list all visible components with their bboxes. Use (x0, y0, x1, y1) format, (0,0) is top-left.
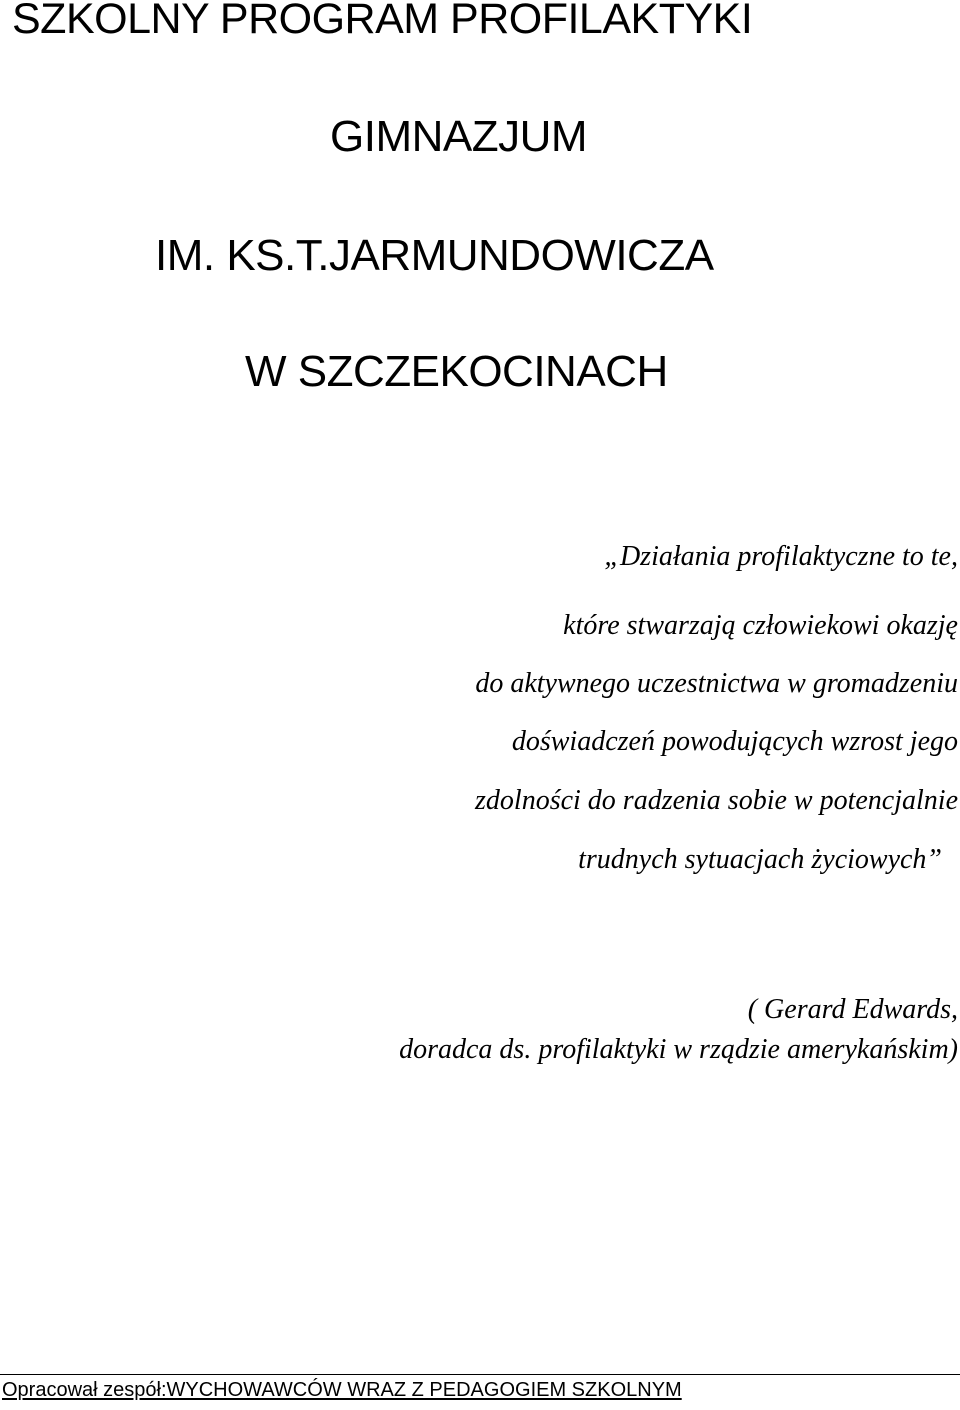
title-line-1: SZKOLNY PROGRAM PROFILAKTYKI (12, 0, 753, 43)
title-line-2: GIMNAZJUM (330, 112, 588, 161)
attribution-line-1: ( Gerard Edwards, (747, 994, 958, 1025)
quote-line-1: „Działania profilaktyczne to te, (604, 541, 958, 572)
attribution-line-2: doradca ds. profilaktyki w rządzie amerykańskim) (399, 1034, 958, 1065)
quote-line-3: do aktywnego uczestnictwa w gromadzeniu (475, 668, 958, 699)
title-line-4: W SZCZEKOCINACH (245, 347, 668, 396)
quote-line-2: które stwarzają człowiekowi okazję (563, 610, 958, 641)
footer-divider (0, 1374, 960, 1375)
quote-line-4: doświadczeń powodujących wzrost jego (511, 726, 958, 757)
quote-line-5: zdolności do radzenia sobie w potencjalnie (475, 785, 958, 816)
footer-credits: Opracował zespół:WYCHOWAWCÓW WRAZ Z PEDAGOGIEM SZKOLNYM (2, 1379, 682, 1401)
quote-line-6: trudnych sytuacjach życiowych” (578, 844, 942, 875)
title-line-3: IM. KS.T.JARMUNDOWICZA (155, 231, 714, 280)
